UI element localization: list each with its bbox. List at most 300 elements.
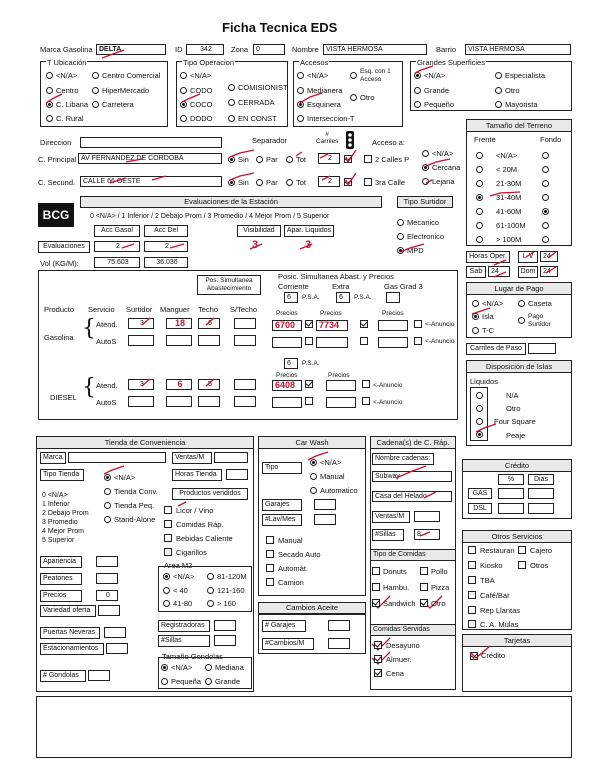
- comida-sandwich-check[interactable]: [372, 599, 380, 607]
- otro-c-a-mulas-label: C. A. Mulas: [480, 620, 519, 629]
- gas-autos-precio-extra[interactable]: [316, 337, 348, 348]
- tienda-peq-label: Tienda Peq.: [114, 501, 155, 510]
- sillas-tienda-label: #Sillas: [158, 635, 210, 647]
- comida-sandwich-label: Sandwich: [383, 599, 416, 608]
- islas-na-label: N/A: [506, 391, 519, 400]
- tienda-conv-label: Tienda Conv.: [114, 487, 158, 496]
- credito-dsl-dias-field[interactable]: [528, 503, 554, 514]
- barrio-field[interactable]: VISTA HERMOSA: [465, 44, 571, 55]
- principal-carriles-field[interactable]: 2: [318, 153, 340, 164]
- tipo-tienda-label: Tipo Tienda: [40, 469, 84, 481]
- principal-tot-radio[interactable]: [286, 156, 293, 163]
- direccion-field[interactable]: [80, 137, 222, 148]
- frente-100m-radio[interactable]: [476, 236, 483, 243]
- producto-cigarillos-check[interactable]: [164, 548, 172, 556]
- acc-del-field[interactable]: 2: [144, 241, 188, 252]
- gas-atend-label: Atend.: [96, 320, 118, 329]
- producto-comidas-r-p-check[interactable]: [164, 520, 172, 528]
- otro-kiosko-check[interactable]: [468, 561, 476, 569]
- marca-field[interactable]: DELTA: [96, 44, 166, 55]
- otro-tba-check[interactable]: [468, 576, 476, 584]
- secund-sin-radio[interactable]: [228, 179, 235, 186]
- acceso-lejana-label: Lejana: [432, 177, 455, 186]
- acceso-na-radio[interactable]: [422, 150, 429, 157]
- dsl-manguer-autos-field[interactable]: [166, 396, 192, 407]
- gs-especialista-radio[interactable]: [495, 72, 502, 79]
- otro-c-a-mulas-check[interactable]: [468, 620, 476, 628]
- area-121-label: 121-160: [217, 586, 245, 595]
- accesos-otro-radio[interactable]: [350, 94, 357, 101]
- gas-grad-label: Gas Grad 3: [384, 282, 423, 291]
- gas-autos-precio-gg[interactable]: [378, 337, 408, 348]
- ventas-cadena-label: Ventas/M: [372, 511, 410, 523]
- fondo-61-100m-radio[interactable]: [542, 222, 549, 229]
- carwash-na-label: <N/A>: [320, 458, 342, 467]
- operacion-codo-radio[interactable]: [180, 87, 187, 94]
- dom-field[interactable]: 24: [540, 266, 558, 277]
- ventas-cadena-field[interactable]: [414, 511, 440, 522]
- gs-pequeno-radio[interactable]: [414, 101, 421, 108]
- area-121-radio[interactable]: [207, 587, 214, 594]
- num-garajes-field[interactable]: [328, 620, 350, 631]
- fondo-41-60m-radio[interactable]: [542, 208, 549, 215]
- gas-anuncio-gg-check[interactable]: [414, 320, 422, 328]
- psa-gasgrad-field[interactable]: [386, 292, 400, 303]
- cambios-mes-label: #Cambios/M: [262, 638, 314, 650]
- dos-calles-label: 2 Calles P: [375, 155, 410, 164]
- carwash-manual-check[interactable]: [266, 536, 274, 544]
- barrio-label: Barrio: [436, 45, 457, 54]
- diesel-brace: {: [82, 375, 96, 400]
- fondo-20m-radio[interactable]: [542, 166, 549, 173]
- tienda-standalone-label: Stand-Alone: [114, 515, 156, 524]
- carwash-auto-radio[interactable]: [310, 487, 317, 494]
- separador-label: Separador: [252, 136, 288, 145]
- tienda-scale-item: 2 Debajo Prom: [42, 510, 89, 517]
- dsl-stecho-field[interactable]: [234, 379, 256, 390]
- secund-tot-radio[interactable]: [286, 179, 293, 186]
- gas-surtidor-autos-field[interactable]: [128, 335, 154, 346]
- gas-surtidor-field[interactable]: 3: [128, 318, 154, 329]
- otro-otros-check[interactable]: [518, 561, 526, 569]
- bcg-logo: BCG: [38, 203, 74, 227]
- pago-surtidor-radio[interactable]: [518, 317, 525, 324]
- nombre-field[interactable]: VISTA HERMOSA: [323, 44, 427, 55]
- precios-tienda-field[interactable]: 0: [96, 590, 118, 601]
- otro-caf-bar-check[interactable]: [468, 591, 476, 599]
- lav-mes-field[interactable]: [314, 514, 336, 525]
- comida-hambu-label: Hambu.: [383, 583, 410, 592]
- producto-bebidas-caliente-check[interactable]: [164, 534, 172, 542]
- puertas-neveras-label: Puertas Neveras: [40, 627, 100, 639]
- surtidor-electronico-radio[interactable]: [397, 233, 404, 240]
- islas-otro-radio[interactable]: [476, 405, 483, 412]
- gs-grande-radio[interactable]: [414, 87, 421, 94]
- cadena-subway-field[interactable]: Subway: [372, 471, 452, 482]
- gas-precio-corr-field[interactable]: 6700: [272, 320, 302, 331]
- tipo-surtidor-title: Tipo Surtidor: [397, 196, 453, 208]
- acceso-na-label: <N/A>: [432, 149, 454, 158]
- col-servicio: Servicio: [88, 305, 115, 314]
- accesos-na-label: <N/A>: [307, 71, 329, 80]
- surtidor-mecanico-radio[interactable]: [397, 219, 404, 226]
- secundaria-field[interactable]: CALLE 66 OESTE: [80, 176, 222, 187]
- accesos-medianera-label: Medianera: [307, 86, 343, 95]
- marca-tienda-field[interactable]: [68, 452, 166, 463]
- credito-dsl-pct-field[interactable]: [498, 503, 524, 514]
- operacion-codo-label: CODO: [190, 86, 213, 95]
- islas-peaje-radio[interactable]: [476, 431, 483, 438]
- operacion-cerrada-radio[interactable]: [228, 99, 235, 106]
- visibilidad-value: 3: [252, 239, 259, 251]
- visibilidad-field[interactable]: [237, 241, 281, 252]
- accesos-medianera-radio[interactable]: [297, 87, 304, 94]
- area-40-radio[interactable]: [163, 587, 170, 594]
- fondo-n-a-radio[interactable]: [542, 152, 549, 159]
- carriles-label: # Carriles: [316, 131, 339, 145]
- dsl-autos-label: AutoS: [96, 398, 117, 407]
- sab-field[interactable]: 24: [488, 266, 510, 277]
- precios-gg-label: Precios: [382, 310, 404, 317]
- tienda-title: Tienda de Conveniencia: [37, 437, 253, 449]
- apar-liq-label: Apar. Liquidos: [284, 225, 334, 237]
- tienda-scale-item: 3 Promedio: [42, 519, 78, 526]
- marca-label: Marca Gasolina: [40, 45, 93, 54]
- dsl-anuncio-check[interactable]: [305, 380, 313, 388]
- credito-gas-pct-field[interactable]: [498, 488, 524, 499]
- gondolas-grande-radio[interactable]: [205, 678, 212, 685]
- gasolina-brace: {: [82, 316, 96, 341]
- credito-title: Crédito: [463, 460, 571, 472]
- horas-tienda-label: Horas Tienda: [172, 469, 222, 481]
- area-41-radio[interactable]: [163, 600, 170, 607]
- servida-desayuno-check[interactable]: [374, 641, 382, 649]
- comida-pizza-check[interactable]: [420, 583, 428, 591]
- gas-autos-precio-corr[interactable]: [272, 337, 302, 348]
- tienda-conv-radio[interactable]: [104, 488, 111, 495]
- pago-na-radio[interactable]: [472, 300, 479, 307]
- pos-simultanea-label: Pos. Simultanea Abastecimiento: [197, 275, 261, 295]
- dsl-precio-2-field[interactable]: [326, 380, 356, 391]
- tienda-na-radio[interactable]: [104, 474, 111, 481]
- producto-licor-vino-check[interactable]: [164, 506, 172, 514]
- operacion-coco-radio[interactable]: [180, 101, 187, 108]
- otro-caf-bar-label: Café/Bar: [480, 591, 510, 600]
- principal-carriles-check[interactable]: [344, 155, 352, 163]
- carwash-secado-auto-label: Secado Auto: [278, 550, 321, 559]
- lv-field[interactable]: 24: [540, 251, 558, 262]
- gas-anuncio-corr-check[interactable]: [305, 320, 313, 328]
- vol-gasol-field[interactable]: 75.603: [94, 257, 140, 268]
- accesos-esq1-radio[interactable]: [350, 72, 357, 79]
- terreno-100m-label: > 100M: [496, 235, 522, 244]
- precios-extra-label: Precios: [320, 310, 342, 317]
- vol-del-field[interactable]: 36.036: [144, 257, 188, 268]
- comida-hambu-check[interactable]: [372, 583, 380, 591]
- pago-isla-radio[interactable]: [472, 313, 479, 320]
- terreno-n-a-label: <N/A>: [496, 151, 518, 160]
- gas-anuncio-extra-check[interactable]: [360, 320, 368, 328]
- ubicacion-rural-radio[interactable]: [46, 115, 53, 122]
- cadena-casa-helado-field[interactable]: Casa del Helado: [372, 491, 452, 502]
- gas-autos-check-corr[interactable]: [305, 337, 313, 345]
- surtidor-mpd-label: MPD: [407, 246, 424, 255]
- registradoras-label: Registradoras: [158, 620, 210, 632]
- nombre-label: Nombre: [292, 45, 319, 54]
- principal-field[interactable]: AV FERNANDEZ DE CORDOBA: [78, 153, 222, 164]
- registradoras-field[interactable]: [214, 620, 236, 631]
- servida-almuer-label: Almuer.: [386, 655, 412, 664]
- ubicacion-libana-radio[interactable]: [46, 101, 53, 108]
- grandes-superficies-title: Grandes Superficies: [417, 58, 485, 67]
- frente-20m-radio[interactable]: [476, 166, 483, 173]
- comida-otro-label: Otro: [431, 599, 446, 608]
- pago-surtidor-label: Pago Surtidor: [528, 313, 551, 328]
- principal-tot-label: Tot: [296, 155, 307, 164]
- fondo-31-40m-radio[interactable]: [542, 194, 549, 201]
- carriles-paso-field[interactable]: [528, 343, 556, 354]
- gas-precio-gg-field[interactable]: [378, 320, 408, 331]
- estacionamientos-field[interactable]: [106, 643, 128, 654]
- acceso-a-label: Acceso a:: [372, 138, 405, 147]
- garajes-label: Garajes: [262, 499, 302, 511]
- dos-calles-check[interactable]: [364, 155, 372, 163]
- area-160-label: > 160: [217, 599, 236, 608]
- terreno-31-40m-label: 31-40M: [496, 193, 522, 202]
- gs-otro-radio[interactable]: [495, 87, 502, 94]
- area-40-label: < 40: [173, 586, 188, 595]
- terreno-21-30m-label: 21-30M: [496, 179, 522, 188]
- dsl-techo-autos-field[interactable]: [198, 396, 220, 407]
- gs-grande-label: Grande: [424, 86, 450, 95]
- dsl-stecho-autos-field[interactable]: [234, 396, 256, 407]
- sab-label: Sab: [466, 266, 486, 278]
- secund-carriles-check[interactable]: [344, 178, 352, 186]
- gas-autos-check-gg[interactable]: [414, 337, 422, 345]
- garajes-field[interactable]: [314, 499, 336, 510]
- gs-na-radio[interactable]: [414, 72, 421, 79]
- principal-sin-radio[interactable]: [228, 156, 235, 163]
- accesos-esquinera-radio[interactable]: [297, 101, 304, 108]
- carwash-na-radio[interactable]: [310, 459, 317, 466]
- otro-rep-llantas-check[interactable]: [468, 606, 476, 614]
- disposicion-islas-title: Disposición de Islas: [467, 361, 571, 373]
- tercera-calle-check[interactable]: [364, 178, 372, 186]
- gondolas-na-label: <N/A>: [171, 663, 193, 672]
- col-producto: Producto: [44, 305, 75, 314]
- area-160-radio[interactable]: [207, 600, 214, 607]
- dsl-psa-label: P.S.A.: [302, 360, 320, 367]
- otro-otros-label: Otros: [530, 561, 549, 570]
- horas-tienda-field[interactable]: [226, 469, 248, 480]
- page-title: Ficha Tecnica EDS: [222, 20, 338, 35]
- dom-label: Dom: [518, 266, 538, 278]
- operacion-dodo-radio[interactable]: [180, 115, 187, 122]
- ubicacion-title: T Ubicación: [47, 58, 87, 67]
- dsl-techo-field[interactable]: 5: [198, 379, 220, 390]
- fondo-21-30m-radio[interactable]: [542, 180, 549, 187]
- operacion-enconst-label: EN CONST: [238, 114, 277, 123]
- psa-corriente-field[interactable]: 6: [284, 292, 298, 303]
- gas-autos-anuncio-label: <-Anuncio: [425, 338, 455, 345]
- gas-manguer-field[interactable]: 18: [166, 318, 192, 329]
- otro-rep-llantas-label: Rep Llantas: [480, 606, 521, 615]
- tienda-standalone-radio[interactable]: [104, 516, 111, 523]
- gondolas-na-radio[interactable]: [161, 664, 168, 671]
- accesos-na-radio[interactable]: [297, 72, 304, 79]
- cambios-mes-field[interactable]: [328, 638, 350, 649]
- productos-vendidos-label: Productos vendidos: [172, 488, 248, 500]
- gas-stecho-field[interactable]: [234, 318, 256, 329]
- ubicacion-centro-label: Centro: [56, 86, 79, 95]
- dsl-anuncio-2-check[interactable]: [362, 380, 370, 388]
- operacion-na-radio[interactable]: [180, 72, 187, 79]
- psa-extra-field[interactable]: 6: [336, 292, 350, 303]
- num-gondolas-field[interactable]: [88, 670, 110, 681]
- frente-31-40m-radio[interactable]: [476, 194, 483, 201]
- secund-sin-label: Sin: [238, 178, 249, 187]
- gondolas-pequena-radio[interactable]: [161, 678, 168, 685]
- peatones-field[interactable]: [96, 573, 118, 584]
- ubicacion-na-radio[interactable]: [46, 72, 53, 79]
- principal-label: C. Principal: [38, 155, 77, 164]
- ubicacion-libana-label: C. Libana: [56, 100, 89, 109]
- tamano-terreno-title: Tamaño del Terreno: [467, 120, 571, 132]
- secund-carriles-field[interactable]: 2: [318, 176, 340, 187]
- islas-na-radio[interactable]: [476, 392, 483, 399]
- operacion-enconst-radio[interactable]: [228, 115, 235, 122]
- dsl-autos-precio-2[interactable]: [326, 397, 356, 408]
- variedad-field[interactable]: [98, 605, 120, 616]
- apariencia-field[interactable]: [96, 556, 118, 567]
- car-wash-title: Car Wash: [259, 437, 365, 449]
- apar-liq-value: 3: [305, 239, 312, 251]
- servida-cena-check[interactable]: [374, 669, 382, 677]
- principal-par-radio[interactable]: [256, 156, 263, 163]
- area-na-label: <N/A>: [173, 572, 195, 581]
- gondolas-pequena-label: Pequeña: [171, 677, 202, 686]
- gas-manguer-autos-field[interactable]: [166, 335, 192, 346]
- gas-techo-field[interactable]: 6: [198, 318, 220, 329]
- pago-caseta-radio[interactable]: [518, 300, 525, 307]
- credito-gas-dias-field[interactable]: [528, 488, 554, 499]
- zona-label: Zona: [231, 45, 249, 54]
- dsl-autos-check[interactable]: [305, 397, 313, 405]
- frente-41-60m-radio[interactable]: [476, 208, 483, 215]
- principal-sin-label: Sin: [238, 155, 249, 164]
- gondolas-size-label: Tamaño Gondolas: [162, 652, 223, 661]
- gas-autos-label: AutoS: [96, 337, 117, 346]
- area-na-radio[interactable]: [163, 573, 170, 580]
- posic-simultanea-label: Posic. Simultanea Abast. y Precios: [278, 272, 394, 281]
- dsl-surtidor-autos-field[interactable]: [128, 396, 154, 407]
- gas-techo-autos-field[interactable]: [198, 335, 220, 346]
- dsl-psa-field[interactable]: 6: [284, 358, 298, 369]
- secund-par-radio[interactable]: [256, 179, 263, 186]
- diesel-label: DIESEL: [50, 393, 77, 402]
- carwash-autom-t-check[interactable]: [266, 564, 274, 572]
- area-81-label: 81-120M: [217, 572, 247, 581]
- sillas-tienda-field[interactable]: [214, 635, 236, 646]
- fondo-100m-radio[interactable]: [542, 236, 549, 243]
- tienda-scale-item: 1 Inferior: [42, 501, 70, 508]
- gondolas-mediana-radio[interactable]: [205, 664, 212, 671]
- operacion-cerrada-label: CERRADA: [238, 98, 275, 107]
- islas-foursquare-radio[interactable]: [476, 418, 483, 425]
- carwash-autom-t-label: Automát.: [278, 564, 309, 573]
- frente-n-a-radio[interactable]: [476, 152, 483, 159]
- producto-bebidas-caliente-label: Bebidas Caliente: [176, 534, 233, 543]
- area-81-radio[interactable]: [207, 573, 214, 580]
- comida-otro-check[interactable]: [420, 599, 428, 607]
- dsl-autos-check-2[interactable]: [362, 397, 370, 405]
- surtidor-mpd-radio[interactable]: [397, 247, 404, 254]
- zona-field[interactable]: 0: [253, 44, 285, 55]
- traffic-light-icon: [344, 130, 356, 150]
- liquidos-label: Liquidos: [470, 377, 498, 386]
- gas-autos-check-extra[interactable]: [360, 337, 368, 345]
- observaciones-area[interactable]: [36, 696, 572, 758]
- acceso-lejana-radio[interactable]: [422, 178, 429, 185]
- area-m2-label: Area M2: [164, 561, 193, 570]
- ubicacion-centro-radio[interactable]: [46, 87, 53, 94]
- acc-gasol-field[interactable]: 2: [94, 241, 140, 252]
- puertas-neveras-field[interactable]: [104, 627, 126, 638]
- gas-stecho-autos-field[interactable]: [234, 335, 256, 346]
- operacion-comisionist-radio[interactable]: [228, 84, 235, 91]
- dsl-autos-precio[interactable]: [272, 397, 302, 408]
- sillas-cadena-field[interactable]: 8: [414, 529, 440, 540]
- dsl-manguer-field[interactable]: 6: [166, 379, 192, 390]
- comida-donuts-check[interactable]: [372, 567, 380, 575]
- peatones-label: Peatones: [40, 573, 82, 585]
- carwash-camion-check[interactable]: [266, 578, 274, 586]
- accesos-interseccion-radio[interactable]: [297, 115, 304, 122]
- num-garajes-label: # Garajes: [262, 620, 306, 632]
- servida-almuer-check[interactable]: [374, 655, 382, 663]
- frente-61-100m-radio[interactable]: [476, 222, 483, 229]
- ubicacion-hiper-label: HiperMercado: [102, 86, 150, 95]
- carwash-manual-radio[interactable]: [310, 473, 317, 480]
- carwash-secado-auto-check[interactable]: [266, 550, 274, 558]
- fondo-label: Fondo: [540, 135, 562, 144]
- cambios-aceite-title: Cambios Aceite: [258, 602, 366, 614]
- id-field[interactable]: 342: [186, 44, 224, 55]
- dsl-precio-field[interactable]: 6408: [272, 380, 302, 391]
- otro-restauran-check[interactable]: [468, 546, 476, 554]
- ubicacion-cc-radio[interactable]: [92, 72, 99, 79]
- dsl-surtidor-field[interactable]: 3: [128, 379, 154, 390]
- frente-21-30m-radio[interactable]: [476, 180, 483, 187]
- ubicacion-carretera-radio[interactable]: [92, 101, 99, 108]
- carwash-camion-label: Camion: [278, 578, 304, 587]
- comida-pollo-check[interactable]: [420, 567, 428, 575]
- ubicacion-hiper-radio[interactable]: [92, 87, 99, 94]
- surtidor-electronico-label: Electronico: [407, 232, 445, 241]
- gas-precio-extra-field[interactable]: 7734: [316, 320, 348, 331]
- apariencia-label: Apariencia: [40, 556, 82, 568]
- tienda-peq-radio[interactable]: [104, 502, 111, 509]
- pago-tc-radio[interactable]: [472, 327, 479, 334]
- credito-dias-label: Dias: [528, 474, 554, 485]
- otro-cajero-check[interactable]: [518, 546, 526, 554]
- ventas-tienda-field[interactable]: [214, 452, 248, 463]
- tarjeta-credito-check[interactable]: [470, 652, 478, 660]
- terreno-20m-label: < 20M: [496, 165, 518, 174]
- acceso-cercana-radio[interactable]: [422, 164, 429, 171]
- gs-mayorista-radio[interactable]: [495, 101, 502, 108]
- tarjetas-panel: [462, 634, 572, 692]
